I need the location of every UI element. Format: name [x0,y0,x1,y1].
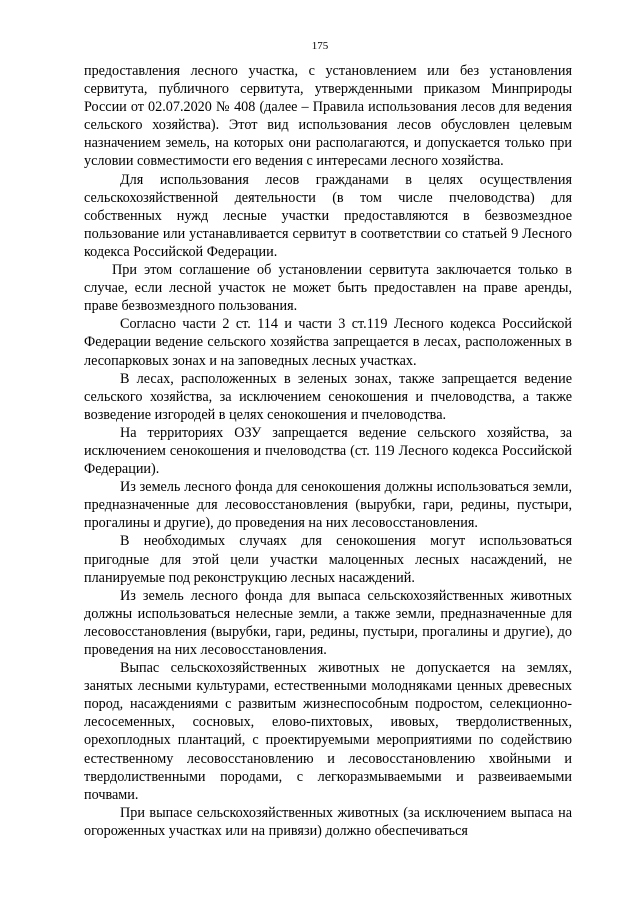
paragraph-9: Из земель лесного фонда для выпаса сельскохозяйственных животных должны использоваться нелесные земли, а также земли, предназначенные для лесовосстановления (вырубки, гари, редины, пустыри, прогалины и другие), до проведения на них лесовосстановления. [84,587,572,658]
paragraph-2: Для использования лесов гражданами в целях осуществления сельскохозяйственной деятельности (в том числе пчеловодства) для собственных нужд лесные участки предоставляются в безвозмездное пользование или устанавливается сервитут в соответствии со статьей 9 Лесного кодекса Российской Федерации. [84,171,572,260]
page-number: 175 [311,40,329,52]
paragraph-11: При выпасе сельскохозяйственных животных (за исключением выпаса на огороженных участках или на привязи) должно обеспечиваться [84,804,572,839]
paragraph-5: В лесах, расположенных в зеленых зонах, также запрещается ведение сельского хозяйства, за исключением сенокошения и пчеловодства, а также возведение изгородей в целях сенокошения и пчеловодства. [84,370,572,423]
paragraph-3: При этом соглашение об установлении сервитута заключается только в случае, если лесной участок не может быть предоставлен на праве аренды, праве безвозмездного пользования. [84,262,572,315]
page-body [84,62,572,840]
paragraph-1: предоставления лесного участка, с установлением или без установления сервитута, публичного сервитута, утвержденными приказом Минприроды России от 02.07.2020 № 408 (далее – Правила использования лесов для ведения сельского хозяйства). Этот вид использования лесов обусловлен целевым назначением земель, на которых они располагаются, и допускается только при условии совместимости его ведения с интересами лесного хозяйства. [84,63,572,170]
paragraph-7: Из земель лесного фонда для сенокошения должны использоваться земли, предназначенные для лесовосстановления (вырубки, гари, редины, пустыри, прогалины и другие), до проведения на них лесовосстановления. [84,479,572,532]
paragraph-10: Выпас сельскохозяйственных животных не допускается на землях, занятых лесными культурами, естественными молодняками ценных древесных пород, насаждениями с развитым жизнеспособным подростом, селекционно-лесосеменных, сосновых, елово-пихтовых, ивовых, твердолиственных, орехоплодных плантаций, с проектируемыми мероприятиями по содействию естественному лесовосстановлению и лесовосстановлению хвойными и твердолиственными породами, с легкоразмываемыми и развеиваемыми почвами. [84,660,572,803]
paragraph-8: В необходимых случаях для сенокошения могут использоваться пригодные для этой цели участки малоценных лесных насаждений, не планируемые под реконструкцию лесных насаждений. [84,533,572,586]
paragraph-6: На территориях ОЗУ запрещается ведение сельского хозяйства, за исключением сенокошения и пчеловодства (ст. 119 Лесного кодекса Российской Федерации). [84,424,572,478]
paragraph-4: Согласно части 2 ст. 114 и части 3 ст.119 Лесного кодекса Российской Федерации ведение сельского хозяйства запрещается в лесах, расположенных в лесопарковых зонах и на заповедных лесных участках. [84,316,572,369]
